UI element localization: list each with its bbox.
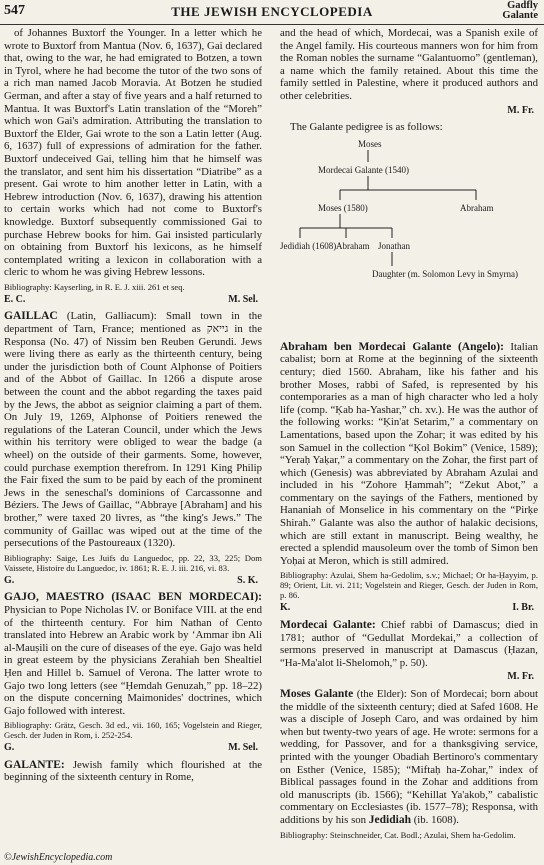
entry-headword: GAILLAC (4, 310, 58, 323)
signature (280, 105, 534, 118)
signature (4, 575, 258, 588)
pedigree-node: Mordecai Galante (1540) (318, 164, 409, 175)
pedigree-node: Abraham (460, 202, 494, 213)
entry-text: Italian cabalist; born at Rome at the beginning of the sixteenth century; died 1560. Abraham, like his father and his brother Moses, rabbi of Safed, is represented by his contemporaries as a man of high character who led a holy life (comp. “Ḳab ha-Yashar,” ch. xv.). He was the author of the following works: “Ḳin'at Setarim,” a commentary on Lamentations, based upon the Zohar; it was edited by his son Samuel in the collection “Ḳol Bokim” (Venice, 1589); “Yeraḥ Yaḳar,” a commentary on the Zohar, the first part of which (Genesis) was abbreviated by Abraham Azulai and included in his “Zohore Ḥammah”; “Zekut Abot,” a commentary on the sayings of the Fathers, mentioned by Hananiah of Monselice in his commentary on the “Pirḳe Shirah.” Galante was also the author of halakic decisions, which are still extant in manuscript. Being wealthy, he erected a splendid mausoleum over the tomb of Simon ben Yoḥai at Meron, which is still admired. (280, 340, 538, 567)
signature (280, 602, 534, 615)
pedigree-node: Jonathan (378, 240, 410, 251)
entry-gaillac (4, 310, 262, 549)
entry-text: (Latin, Galliacum): Small town in the department of Tarn, France; mentioned as גייאק in the Responsa (No. 47) of Nissim ben Reuben Gerundi. Jews were living there as early as the thirteenth century, being under the jurisdiction both of Count Alphonse of Poitiers and of the Abbot of Gaillac. In 1266 a dispute arose between the count and the abbot regarding the taxes paid by the Jews, the abbot as seignior claiming a part of them. On July 19, 1269, Alphonse of Poitiers renewed the regulations of the Lateran Council, under which the Jews within his territory were obliged to wear the badge (a wheel) on the outside of their garments. Some, however, could purchase exemption therefrom. In 1291 King Philip the Fair fixed the sum to be paid by each of the prominent Jews in the seneschal's dominions of Carcassonne and Béziers. The Jews of Gaillac, “Abbraye [Abraham] and his brother,” were taxed 20 livres, as “the king's Jews.” The community of Gaillac was wiped out at the time of the persecutions of the Pastoureaux (1320). (4, 310, 262, 550)
entry-inline-name: Jedidiah (368, 813, 411, 826)
bibliography: Bibliography: Grätz, Gesch. 3d ed., vii. 160, 165; Vogelstein and Rieger, Gesch. der Juden in Rom, i. 252-254. (4, 720, 262, 741)
pedigree-node: Abraham (336, 240, 370, 251)
left-column (4, 27, 262, 784)
signature-initials: G. (4, 742, 15, 754)
bibliography: Bibliography: Steinschneider, Cat. Bodl.; Azulai, Shem ha-Gedolim. (280, 829, 516, 840)
page-header (0, 0, 544, 25)
pedigree-node: Moses (1580) (318, 202, 368, 213)
guide-words (502, 1, 538, 21)
signature-initials: K. (280, 602, 291, 614)
entry-text: Physician to Pope Nicholas IV. or Boniface VIII. at the end of the thirteenth century. For him Nathan of Cento translated into Hebrew an Arabic work by ‘Ammar ibn Ali al-Mauṣili on the cure of diseases of the eye. Gajo was held in great esteem by the physicians Zerahiah ben Shealtiel Ḥen and Hillel b. Samuel of Verona. The latter wrote to Gajo two long letters (see “Ḥemdah Genuzah,” pp. 18–22) on the dispute concerning Maimonides' doctrines, which Gajo followed with interest. (4, 603, 262, 717)
right-column (280, 27, 538, 840)
signature-initials: G. (4, 574, 15, 586)
signature (4, 294, 258, 307)
running-title: THE JEWISH ENCYCLOPEDIA (171, 4, 373, 19)
buxtorf-paragraph: of Johannes Buxtorf the Younger. In a letter which he wrote to Buxtorf from Mantua (Nov. 6, 1637), Gai declared that, owing to the war, he had emigrated to Botzen, a town in Tyrol, where he had become the tutor of the two sons of a rich man named Jacob Moravia. At Botzen he studied German, and after a stay of five years and a half returned to Mantua. It was Buxtorf's Latin translation of the “Moreh” which won Gai's admiration. Attributing the translation to Buxtorf the Elder, Gai wrote to the son a Latin letter (Aug. 6, 1637) full of expressions of admiration for the father. Buxtorf undeceived Gai, telling him that he himself was the translator, and sent him his dissertation “Diatribe” as a present. Gai wrote to him another letter in Latin, with a Hebrew introduction (Nov. 6, 1637), drawing his attention to certain works which had not come to Buxtorf's knowledge. Buxtorf subsequently commissioned Gai to purchase Hebrew books for him. Gai insisted particularly on obtaining from Buxtorf his lexicons, as he himself contemplated writing a lexicon in collaboration with a cleric to whom he was giving Hebrew lessons. (4, 27, 262, 279)
page-number: 547 (4, 3, 25, 18)
signature-author: M. Sel. (228, 742, 258, 754)
entry-text: Jewish family which flourished at the beginning of the sixteenth century in Rome, (4, 758, 263, 784)
entry-text-end: (ib. 1608). (413, 813, 459, 826)
entry-moses (280, 688, 538, 827)
bibliography: Bibliography: Saige, Les Juifs du Languedoc, pp. 22, 33, 225; Dom Vaissete, Histoire du Languedoc, iv. 1861; R. E. J. iii. 216, vi. 83. (4, 552, 262, 573)
entry-headword: Mordecai Galante: (280, 619, 376, 632)
entry-text: Chief rabbi of Damascus; died in 1781; author of “Gedullat Mordekai,” a collection of sermons preserved in manuscript at Damascus (Ḥazan, “Ha-Ma'alot li-Shelomoh,” p. 50). (280, 619, 538, 669)
signature-author: S. K. (237, 574, 258, 586)
galante-continuation: and the head of which, Mordecai, was a Spanish exile of the Angel family. His courteous manners won for him from the Roman nobles the surname “Galantuomo” (gentleman), a name which the family retained. About this time the family settled in Palestine, where it produced authors and other celebrities. (280, 27, 538, 102)
signature-author: M. Fr. (507, 671, 534, 683)
signature-author: M. Fr. (507, 104, 534, 116)
entry-galante (4, 759, 262, 784)
pedigree-node: Daughter (m. Solomon Levy in Smyrna) (372, 268, 518, 279)
entry-headword: GAJO, MAESTRO (ISAAC BEN MORDECAI): (4, 591, 262, 604)
entry-gajo (4, 591, 262, 717)
entry-headword: Moses Galante (280, 688, 354, 700)
guide-word-last: Galante (502, 10, 538, 21)
signature-initials: E. C. (4, 293, 26, 305)
signature-author: M. Sel. (228, 293, 258, 305)
entry-headword: Abraham ben Mordecai Galante (Angelo): (280, 340, 504, 353)
entry-text: (the Elder): Son of Mordecai; born about the middle of the sixteenth century; died at Safed 1608. He was a disciple of Joseph Caro, and was ordained by him when but twenty-two years of age. He wrote: sermons for a wedding, for Passover, and for a thanksgiving service, printed with the younger Obadiah Bertinoro's commentary on Esther (Venice, 1585); “Miftaḥ ha-Zohar,” index of Biblical passages found in the Zohar and additions from old manuscripts (ib. 1566); “Kehillat Ya'akob,” cabalistic commentary on Ecclesiastes (ib. 1577–78); Responsa, with additions by his son (280, 688, 538, 826)
signature (280, 671, 534, 684)
bibliography: Bibliography: Azulai, Shem ha-Gedolim, s.v.; Michael; Or ha-Ḥayyim, p. 89; Orient, Lit. vi. 211; Vogelstein and Rieger, Gesch. der Juden in Rom, p. 86. (280, 570, 538, 601)
entry-abraham (280, 341, 538, 568)
pedigree-node: Jedidiah (1608) (280, 240, 337, 251)
guide-word-first: Gadfly (507, 0, 538, 11)
footer-credit: ©JewishEncyclopedia.com (4, 852, 113, 863)
pedigree-node: Moses (358, 138, 382, 149)
signature (4, 742, 258, 755)
entry-headword: GALANTE: (4, 758, 65, 771)
entry-mordecai (280, 619, 538, 669)
signature-author: I. Br. (512, 602, 534, 614)
bibliography: Bibliography: Kayserling, in R. E. J. xiii. 261 et seq. (4, 281, 185, 292)
pedigree-diagram (280, 138, 538, 338)
pedigree-intro: The Galante pedigree is as follows: (290, 121, 443, 134)
